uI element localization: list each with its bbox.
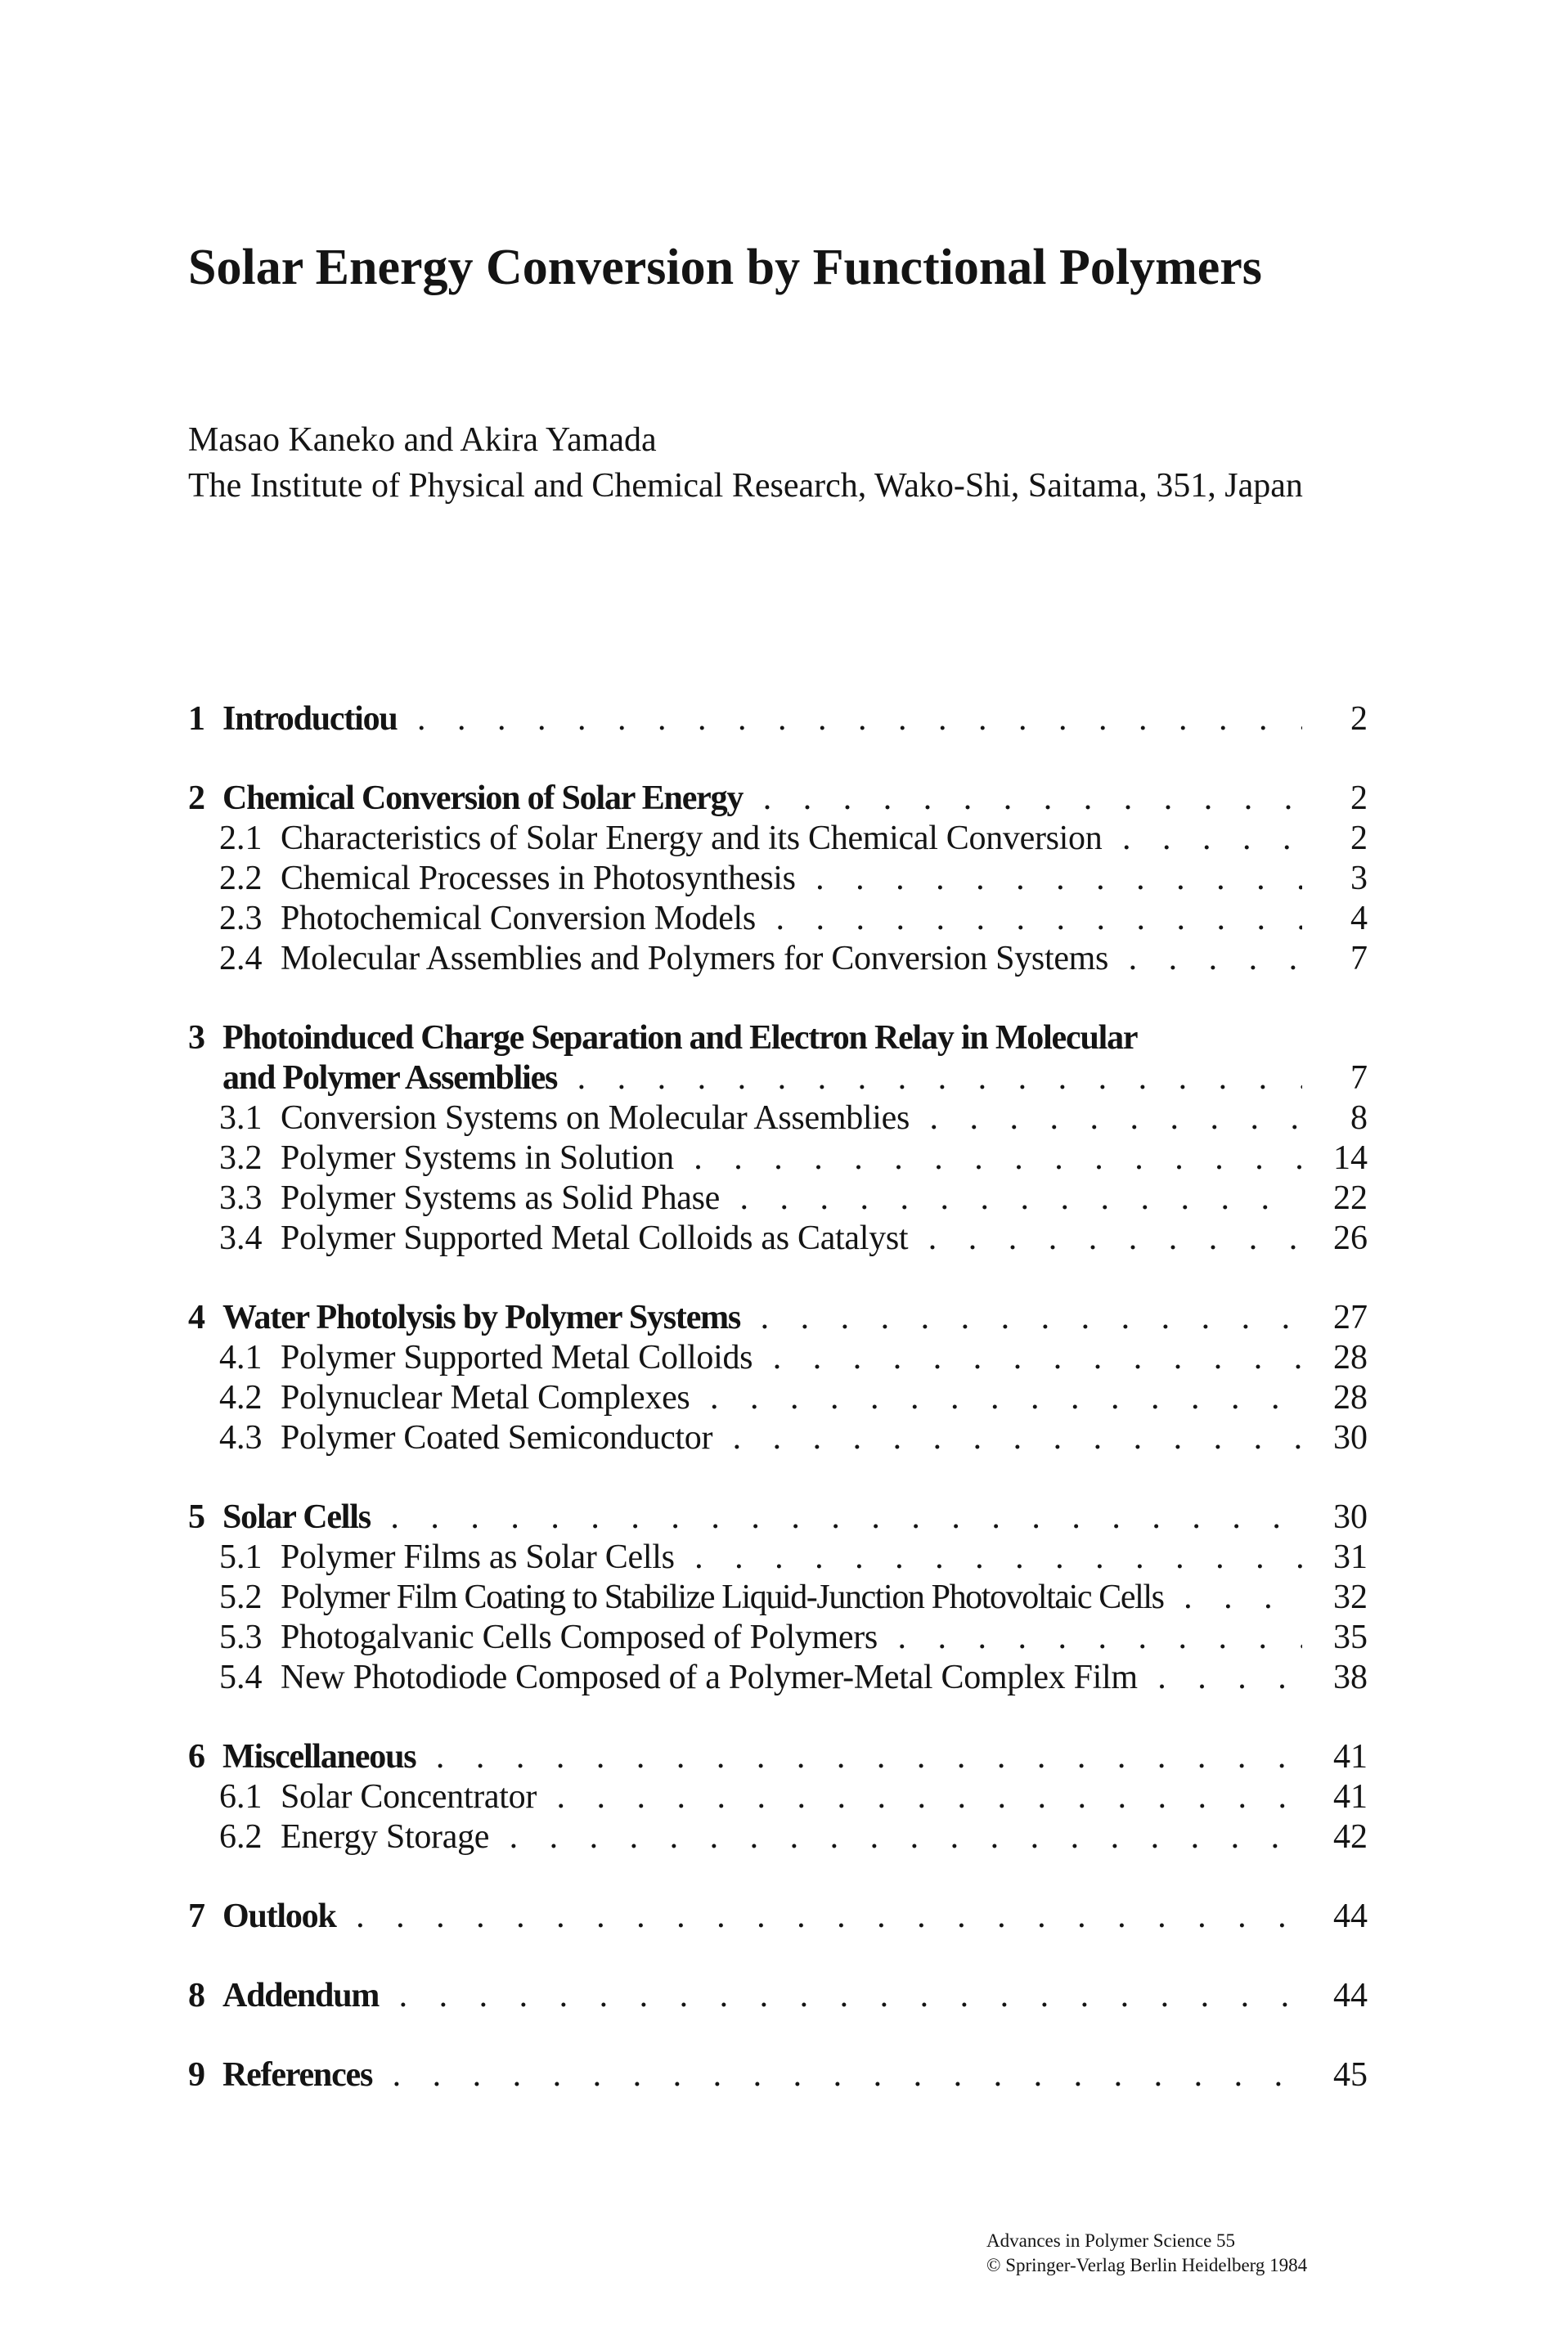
page-title: Solar Energy Conversion by Functional Polymers [188,240,1262,295]
toc-section[interactable] [188,1219,1368,1259]
toc-chapter-2 [188,779,1368,979]
toc-section[interactable] [188,1338,1368,1378]
toc-chapter-6 [188,1737,1368,1857]
page-number: 3 [1350,860,1368,897]
page-number: 31 [1333,1538,1368,1576]
page-number: 2 [1350,820,1368,857]
page-number: 42 [1333,1818,1368,1856]
toc-section[interactable] [188,1578,1368,1618]
section-title: New Photodiode Composed of a Polymer-Metal Complex Film . . . [281,1658,1302,1698]
toc-section[interactable] [188,1418,1368,1458]
section-number: 4.2 [219,1379,263,1417]
chapter-title-line2: and Polymer Assemblies . . . [222,1058,1302,1098]
page-number: 44 [1333,1898,1368,1935]
section-title: Solar Concentrator . . . [281,1777,1302,1817]
section-number: 5.1 [219,1538,263,1576]
section-number: 2.4 [219,940,263,977]
copyright-line: © Springer-Verlag Berlin Heidelberg 1984 [986,2255,1308,2275]
chapter-title: Addendum . . . [222,1976,1302,2016]
section-title: Polynuclear Metal Complexes . . . [281,1378,1302,1418]
section-title: Energy Storage . . . [281,1817,1302,1857]
chapter-title: Water Photolysis by Polymer Systems . . . [222,1298,1302,1338]
toc-chapter-heading-line1[interactable] [188,1018,1368,1058]
page-number: 2 [1350,700,1368,738]
section-title: Polymer Systems in Solution . . . [281,1139,1302,1179]
chapter-title: Chemical Conversion of Solar Energy . . . [222,779,1302,819]
affiliation: The Institute of Physical and Chemical Research, Wako-Shi, Saitama, 351, Japan [188,467,1303,505]
page-number: 7 [1350,940,1368,977]
section-number: 5.4 [219,1659,263,1696]
section-title: Polymer Film Coating to Stabilize Liquid-Junction Photovoltaic Cells . . . [281,1578,1302,1618]
page-number: 32 [1333,1579,1368,1616]
page-number: 8 [1350,1099,1368,1137]
toc-chapter-8 [188,1976,1368,2016]
chapter-number: 9 [188,2056,204,2094]
page-number: 7 [1350,1059,1368,1097]
toc-section[interactable] [188,1658,1368,1698]
section-number: 5.2 [219,1579,263,1616]
toc-chapter-heading[interactable] [188,1737,1368,1777]
toc-section[interactable] [188,899,1368,939]
toc-chapter-heading[interactable] [188,1976,1368,2016]
page-number: 41 [1333,1778,1368,1816]
section-number: 2.2 [219,860,263,897]
section-title: Chemical Processes in Photosynthesis . . . [281,859,1302,899]
chapter-number: 8 [188,1977,204,2014]
chapter-number: 6 [188,1738,204,1776]
toc-section[interactable] [188,1378,1368,1418]
chapter-title: References . . . [222,2055,1302,2095]
page-number: 28 [1333,1339,1368,1377]
toc-section[interactable] [188,1179,1368,1219]
page-number: 38 [1333,1659,1368,1696]
toc-chapter-heading[interactable] [188,2055,1368,2095]
toc-section[interactable] [188,939,1368,979]
toc-chapter-7 [188,1897,1368,1937]
table-of-contents [188,699,1368,2135]
page-number: 30 [1333,1419,1368,1457]
chapter-title: Miscellaneous . . . [222,1737,1302,1777]
toc-section[interactable] [188,1817,1368,1857]
section-number: 4.1 [219,1339,263,1377]
chapter-title: Outlook . . . [222,1897,1302,1937]
toc-section[interactable] [188,819,1368,859]
toc-chapter-4 [188,1298,1368,1458]
page-number: 30 [1333,1498,1368,1536]
section-number: 6.2 [219,1818,263,1856]
publication-footer [986,2229,1307,2278]
toc-chapter-heading-line2[interactable] [188,1058,1368,1098]
toc-chapter-heading[interactable] [188,699,1368,739]
chapter-number: 1 [188,700,204,738]
section-number: 3.4 [219,1219,263,1257]
page-number: 28 [1333,1379,1368,1417]
chapter-title: Introductiou . . . [222,699,1302,739]
section-title: Photogalvanic Cells Composed of Polymers . . . [281,1618,1302,1658]
section-title: Polymer Films as Solar Cells . . . [281,1538,1302,1578]
section-number: 6.1 [219,1778,263,1816]
section-title: Polymer Systems as Solid Phase . . . [281,1179,1302,1219]
toc-chapter-heading[interactable] [188,779,1368,819]
section-number: 3.3 [219,1179,263,1217]
page-number: 35 [1333,1619,1368,1656]
toc-chapter-heading[interactable] [188,1897,1368,1937]
authors: Masao Kaneko and Akira Yamada [188,421,657,459]
chapter-number: 4 [188,1299,204,1336]
page-number: 4 [1350,900,1368,937]
toc-section[interactable] [188,859,1368,899]
section-number: 4.3 [219,1419,263,1457]
toc-section[interactable] [188,1139,1368,1179]
chapter-number: 3 [188,1019,204,1057]
chapter-title: Solar Cells . . . [222,1498,1302,1538]
page-number: 26 [1333,1219,1368,1257]
toc-section[interactable] [188,1777,1368,1817]
chapter-number: 2 [188,779,204,817]
section-number: 3.1 [219,1099,263,1137]
section-number: 3.2 [219,1139,263,1177]
page-number: 27 [1333,1299,1368,1336]
page-number: 41 [1333,1738,1368,1776]
page-number: 2 [1350,779,1368,817]
section-number: 5.3 [219,1619,263,1656]
toc-chapter-1 [188,699,1368,739]
chapter-number: 7 [188,1898,204,1935]
toc-chapter-heading[interactable] [188,1298,1368,1338]
toc-chapter-9 [188,2055,1368,2095]
section-number: 2.3 [219,900,263,937]
page-number: 45 [1333,2056,1368,2094]
section-title: Polymer Coated Semiconductor . . . [281,1418,1302,1458]
chapter-title-line1: Photoinduced Charge Separation and Electron Relay in Molecular [222,1019,1138,1057]
toc-chapter-heading[interactable] [188,1498,1368,1538]
section-title: Molecular Assemblies and Polymers for Conversion Systems . . . [281,939,1302,979]
toc-section[interactable] [188,1538,1368,1578]
page-number: 44 [1333,1977,1368,2014]
chapter-number: 5 [188,1498,204,1536]
section-title: Characteristics of Solar Energy and its Chemical Conversion . . . [281,819,1302,859]
series-line: Advances in Polymer Science 55 [986,2230,1236,2251]
page-number: 14 [1333,1139,1368,1177]
section-title: Photochemical Conversion Models . . . [281,899,1302,939]
toc-chapter-3 [188,1018,1368,1259]
toc-section[interactable] [188,1618,1368,1658]
toc-section[interactable] [188,1098,1368,1139]
section-title: Polymer Supported Metal Colloids as Catalyst . . . [281,1219,1302,1259]
section-title: Conversion Systems on Molecular Assemblies . . . [281,1098,1302,1139]
page-number: 22 [1333,1179,1368,1217]
section-title: Polymer Supported Metal Colloids . . . [281,1338,1302,1378]
toc-chapter-5 [188,1498,1368,1698]
section-number: 2.1 [219,820,263,857]
